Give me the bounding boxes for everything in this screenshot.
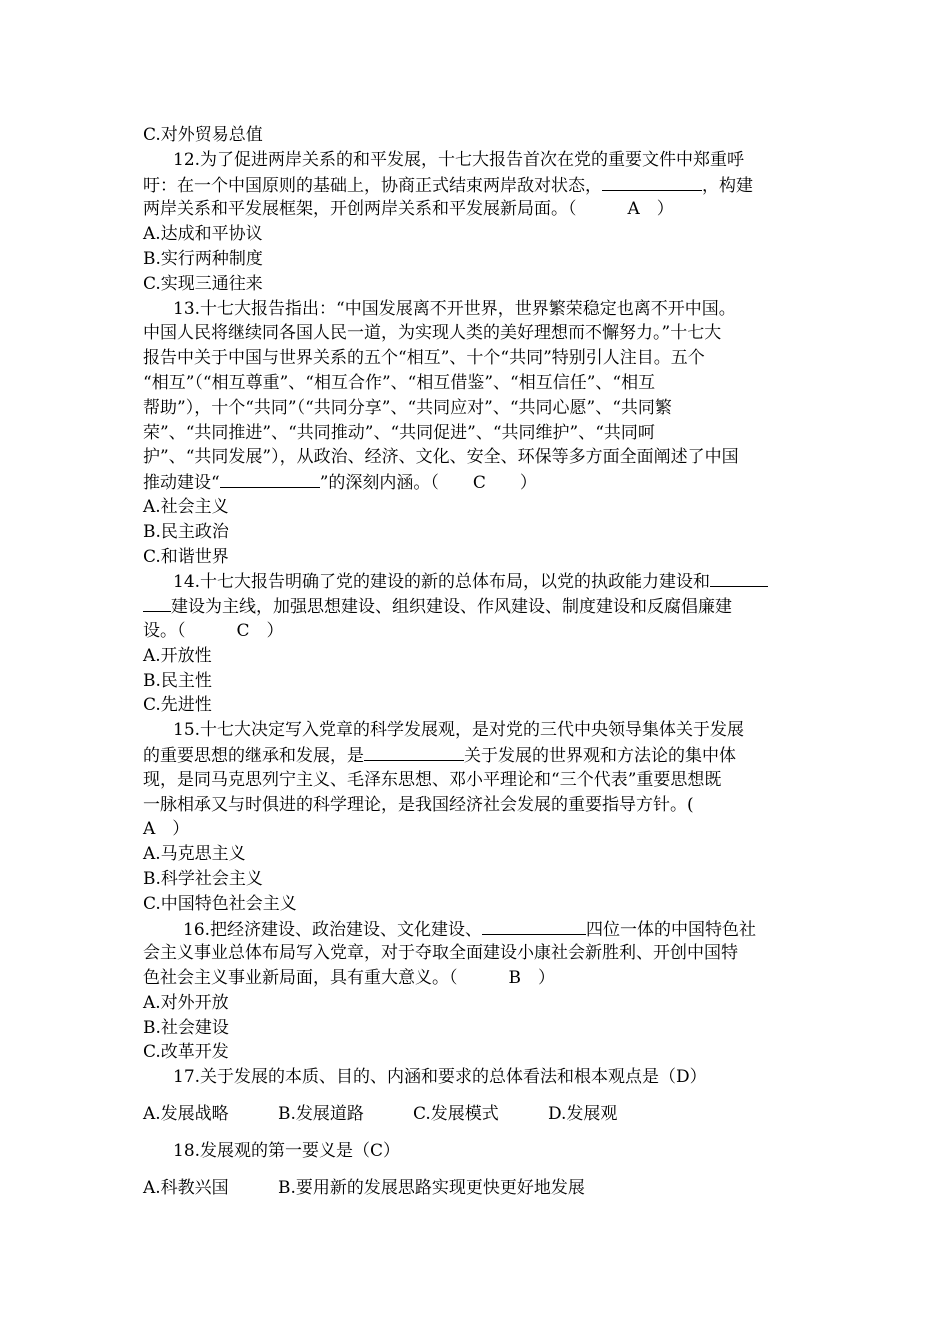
answer-blank (482, 917, 586, 935)
question-12-line-3: 两岸关系和平发展框架，开创两岸关系和平发展新局面。（ A ） (143, 199, 674, 220)
answer-blank (602, 173, 702, 191)
question-12-line-2 (143, 173, 833, 198)
question-13-text-b: ”的深刻内涵。（ C ） (319, 473, 537, 494)
question-13 (143, 297, 833, 570)
question-15-line-3: 现，是同马克思列宁主义、毛泽东思想、邓小平理论和“三个代表”重要思想既 (143, 769, 722, 790)
question-17 (143, 1065, 833, 1127)
question-12-line-1: 12.为了促进两岸关系的和平发展，十七大报告首次在党的重要文件中郑重呼 (173, 149, 745, 170)
question-16-text-a: 16.把经济建设、政治建设、文化建设、 (183, 919, 483, 940)
question-13-line-4: “相互”（“相互尊重”、“相互合作”、“相互借鉴”、“相互信任”、“相互 (143, 372, 656, 393)
question-14-option-c: C.先进性 (143, 695, 212, 716)
question-17-stem: 17.关于发展的本质、目的、内涵和要求的总体看法和根本观点是（D） (173, 1067, 707, 1088)
question-15-line-2 (143, 743, 833, 768)
question-13-line-3: 报告中关于中国与世界关系的五个“相互”、十个“共同”特别引人注目。五个 (143, 348, 705, 369)
question-15-text-b: 关于发展的世界观和方法论的集中体 (464, 745, 736, 766)
question-12-text-b: ，构建 (702, 175, 753, 196)
question-16-text-b: 四位一体的中国特色社 (586, 919, 757, 940)
question-14-text-b: 建设为主线，加强思想建设、组织建设、作风建设、制度建设和反腐倡廉建 (171, 597, 732, 618)
question-13-line-8 (143, 470, 833, 495)
question-12-option-a: A.达成和平协议 (143, 224, 263, 245)
question-17-option-d: D.发展观 (548, 1104, 618, 1125)
question-14-line-1 (143, 569, 833, 594)
question-14-line-3: 设。（ C ） (143, 620, 284, 641)
question-13-line-6: 荣”、“共同推进”、“共同推动”、“共同促进”、“共同维护”、“共同呵 (143, 422, 655, 443)
question-17-option-a: A.发展战略 (143, 1104, 229, 1125)
question-15-option-b: B.科学社会主义 (143, 868, 263, 889)
question-14-option-b: B.民主性 (143, 670, 212, 691)
question-18-option-a: A.科教兴国 (143, 1177, 229, 1198)
answer-blank (220, 470, 320, 488)
question-16-line-2: 会主义事业总体布局写入党章，对于夺取全面建设小康社会新胜利、开创中国特 (143, 943, 738, 964)
question-13-line-2: 中国人民将继续同各国人民一道，为实现人类的美好理想而不懈努力。”十七大 (143, 323, 722, 344)
question-18 (143, 1139, 833, 1201)
question-16-option-a: A.对外开放 (143, 992, 229, 1013)
question-17-option-b: B.发展道路 (278, 1104, 364, 1125)
question-12-text-a: 吁：在一个中国原则的基础上，协商正式结束两岸敌对状态， (143, 175, 602, 196)
answer-blank (143, 594, 171, 612)
question-13-option-b: B.民主政治 (143, 521, 229, 542)
question-14-line-2 (143, 594, 833, 619)
question-13-line-7: 护”、“共同发展”），从政治、经济、文化、安全、环保等多方面全面阐述了中国 (143, 447, 739, 468)
question-15-text-a: 的重要思想的继承和发展，是 (143, 745, 364, 766)
answer-blank (364, 743, 464, 761)
question-18-options (143, 1176, 833, 1201)
question-16-line-3: 色社会主义事业新局面，具有重大意义。（ B ） (143, 968, 555, 989)
question-15 (143, 718, 833, 916)
question-13-line-5: 帮助”），十个“共同”（“共同分享”、“共同应对”、“共同心愿”、“共同繁 (143, 397, 672, 418)
question-18-stem: 18.发展观的第一要义是（C） (173, 1140, 401, 1161)
question-15-option-a: A.马克思主义 (143, 844, 246, 865)
question-12-option-b: B.实行两种制度 (143, 248, 263, 269)
question-16-option-b: B.社会建设 (143, 1017, 229, 1038)
question-15-line-4: 一脉相承又与时俱进的科学理论，是我国经济社会发展的重要指导方针。( (143, 794, 694, 815)
question-14-option-a: A.开放性 (143, 645, 212, 666)
question-16-option-c: C.改革开发 (143, 1042, 229, 1063)
question-18-option-b: B.要用新的发展思路实现更快更好地发展 (278, 1177, 585, 1198)
question-13-option-a: A.社会主义 (143, 496, 229, 517)
question-12 (143, 148, 833, 297)
question-15-line-1: 15.十七大决定写入党章的科学发展观，是对党的三代中央领导集体关于发展 (173, 720, 745, 741)
question-14 (143, 569, 833, 718)
question-13-text-a: 推动建设“ (143, 473, 220, 494)
question-16-line-1 (143, 917, 833, 942)
question-13-option-c: C.和谐世界 (143, 546, 229, 567)
question-15-option-c: C.中国特色社会主义 (143, 893, 297, 914)
question-14-text: 14.十七大报告明确了党的建设的新的总体布局，以党的执政能力建设和 (173, 572, 711, 593)
document-body (143, 123, 833, 1200)
answer-blank (710, 569, 768, 587)
question-17-option-c: C.发展模式 (413, 1104, 499, 1125)
option-c-prev: C.对外贸易总值 (143, 125, 263, 145)
question-13-line-1: 13.十七大报告指出：“中国发展离不开世界，世界繁荣稳定也离不开中国。 (173, 298, 736, 319)
question-15-line-5: A ） (143, 819, 190, 840)
question-16 (143, 917, 833, 1066)
question-17-options (143, 1102, 833, 1127)
question-12-option-c: C.实现三通往来 (143, 273, 263, 294)
